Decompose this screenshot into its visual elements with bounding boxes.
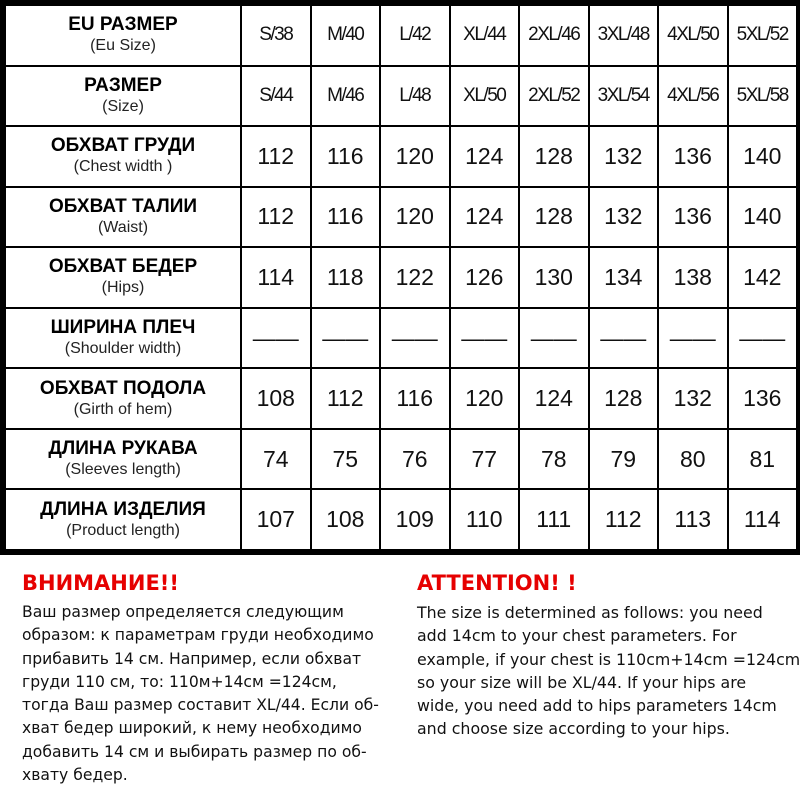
- size-code-cell: XL/50: [450, 66, 520, 127]
- size-code-cell: XL/44: [450, 5, 520, 66]
- measurement-cell: 112: [589, 489, 659, 550]
- row-label-en: (Shoulder width): [64, 340, 182, 357]
- notice-en-body: [417, 601, 800, 741]
- size-code-cell: S/38: [241, 5, 311, 66]
- measurement-cell: 134: [589, 247, 659, 308]
- row-label-cell: [5, 187, 241, 248]
- row-label-cell: [5, 66, 241, 127]
- measurement-cell: 130: [519, 247, 589, 308]
- notice-en-line: add 14cm to your chest parameters. For: [417, 626, 737, 646]
- size-code-cell: M/40: [311, 5, 381, 66]
- measurement-cell: 122: [380, 247, 450, 308]
- measurement-cell: 116: [380, 368, 450, 429]
- row-label-ru: ОБХВАТ ПОДОЛА: [39, 377, 207, 399]
- notice-en-line: The size is determined as follows: you need: [417, 603, 763, 622]
- notice-en-line: so your size will be XL/44. If your hips are: [417, 672, 747, 692]
- measurement-cell: ——: [658, 308, 728, 369]
- notice-ru-line: добавить 14 см и выбирать размер по об-: [22, 742, 367, 761]
- size-code-cell: 2XL/46: [519, 5, 589, 66]
- measurement-cell: 132: [589, 126, 659, 187]
- size-row: [5, 489, 797, 550]
- notice-ru-line: груди 110 см, то: 110м+14см =124см,: [22, 672, 337, 691]
- measurement-cell: 116: [311, 187, 381, 248]
- row-label-en: (Size): [102, 97, 144, 115]
- measurement-cell: 132: [589, 187, 659, 248]
- row-label-cell: [5, 126, 241, 187]
- measurement-cell: 79: [589, 429, 659, 490]
- size-code-cell: M/46: [311, 66, 381, 127]
- notice-en-title: ATTENTION! !: [417, 571, 577, 595]
- notice-ru-line: образом: к параметрам груди необходимо: [22, 626, 374, 645]
- measurement-cell: 136: [728, 368, 798, 429]
- notice-en-line: wide, you need add to hips parameters 14cm: [417, 696, 777, 716]
- measurement-cell: 136: [658, 187, 728, 248]
- measurement-cell: ——: [589, 308, 659, 369]
- row-label-en: (Chest width ): [73, 158, 173, 176]
- row-label-ru: РАЗМЕР: [84, 74, 162, 96]
- measurement-cell: ——: [450, 308, 520, 369]
- measurement-cell: 138: [658, 247, 728, 308]
- measurement-cell: 126: [450, 247, 520, 308]
- measurement-cell: 78: [519, 429, 589, 490]
- notice-ru-line: хвату бедер.: [22, 766, 128, 785]
- row-label-en: (Eu Size): [90, 37, 156, 55]
- measurement-cell: 114: [241, 247, 311, 308]
- size-code-cell: 5XL/52: [728, 5, 798, 66]
- measurement-cell: 112: [241, 187, 311, 248]
- row-label-cell: [5, 489, 241, 550]
- size-row: [5, 368, 797, 429]
- row-label-cell: [5, 368, 241, 429]
- measurement-cell: 109: [380, 489, 450, 550]
- size-row: [5, 308, 797, 369]
- row-label-ru: ДЛИНА ИЗДЕЛИЯ: [40, 498, 206, 520]
- size-code-cell: 4XL/56: [658, 66, 728, 127]
- measurement-cell: 108: [241, 368, 311, 429]
- row-label-cell: [5, 247, 241, 308]
- measurement-cell: 120: [380, 126, 450, 187]
- row-label-en: (Girth of hem): [73, 400, 173, 418]
- row-label-en: (Waist): [97, 218, 149, 236]
- size-code-cell: 3XL/48: [589, 5, 659, 66]
- size-code-cell: 4XL/50: [658, 5, 728, 66]
- notice-ru-line: Ваш размер определяется следующим: [22, 603, 344, 621]
- size-code-cell: 2XL/52: [519, 66, 589, 127]
- row-label-en: (Hips): [101, 279, 145, 297]
- measurement-cell: 81: [728, 429, 798, 490]
- measurement-cell: 128: [589, 368, 659, 429]
- size-code-cell: S/44: [241, 66, 311, 127]
- size-code-cell: L/42: [380, 5, 450, 66]
- size-row: [5, 247, 797, 308]
- measurement-cell: 132: [658, 368, 728, 429]
- measurement-cell: 112: [311, 368, 381, 429]
- notice-english: [417, 568, 800, 741]
- measurement-cell: 110: [450, 489, 520, 550]
- size-row: [5, 126, 797, 187]
- row-label-ru: ШИРИНА ПЛЕЧ: [50, 317, 196, 338]
- notice-ru-title: ВНИМАНИЕ!!: [22, 571, 179, 595]
- measurement-cell: 118: [311, 247, 381, 308]
- size-code-cell: 5XL/58: [728, 66, 798, 127]
- measurement-cell: 128: [519, 126, 589, 187]
- notice-russian: [22, 568, 407, 787]
- measurement-cell: ——: [728, 308, 798, 369]
- size-row: [5, 5, 797, 66]
- size-chart-table: [4, 4, 798, 551]
- measurement-cell: 74: [241, 429, 311, 490]
- measurement-cell: 76: [380, 429, 450, 490]
- size-row: [5, 429, 797, 490]
- measurement-cell: 116: [311, 126, 381, 187]
- measurement-cell: 124: [450, 187, 520, 248]
- measurement-cell: 120: [380, 187, 450, 248]
- notice-ru-line: прибавить 14 см. Например, если обхват: [22, 649, 362, 668]
- measurement-cell: 124: [450, 126, 520, 187]
- row-label-en: (Sleeves length): [65, 461, 181, 479]
- measurement-cell: 142: [728, 247, 798, 308]
- row-label-ru: ОБХВАТ ТАЛИИ: [48, 195, 198, 217]
- measurement-cell: 75: [311, 429, 381, 490]
- size-code-cell: L/48: [380, 66, 450, 127]
- measurement-cell: ——: [519, 308, 589, 369]
- measurement-cell: 80: [658, 429, 728, 490]
- measurement-cell: 112: [241, 126, 311, 187]
- row-label-cell: [5, 429, 241, 490]
- notice-ru-line: тогда Ваш размер составит XL/44. Если об-: [22, 696, 379, 715]
- measurement-cell: 113: [658, 489, 728, 550]
- row-label-ru: ДЛИНА РУКАВА: [48, 438, 198, 460]
- notice-ru-body: [22, 601, 407, 787]
- measurement-cell: ——: [241, 308, 311, 369]
- measurement-cell: 108: [311, 489, 381, 550]
- measurement-cell: 111: [519, 489, 589, 550]
- row-label-en: (Product length): [66, 521, 180, 539]
- notice-ru-line: хват бедер широкий, к нему необходимо: [22, 719, 362, 738]
- row-label-ru: ОБХВАТ БЕДЕР: [48, 256, 198, 278]
- measurement-cell: 124: [519, 368, 589, 429]
- notice-en-line: and choose size according to your hips.: [417, 719, 730, 739]
- measurement-cell: 120: [450, 368, 520, 429]
- notice-en-line: example, if your chest is 110cm+14cm =124cm: [417, 649, 800, 669]
- measurement-cell: 128: [519, 187, 589, 248]
- size-row: [5, 187, 797, 248]
- measurement-cell: 77: [450, 429, 520, 490]
- measurement-cell: ——: [311, 308, 381, 369]
- row-label-cell: [5, 308, 241, 369]
- measurement-cell: ——: [380, 308, 450, 369]
- measurement-cell: 136: [658, 126, 728, 187]
- row-label-cell: [5, 5, 241, 66]
- measurement-cell: 107: [241, 489, 311, 550]
- measurement-cell: 140: [728, 126, 798, 187]
- row-label-ru: ОБХВАТ ГРУДИ: [50, 135, 196, 157]
- size-row: [5, 66, 797, 127]
- size-code-cell: 3XL/54: [589, 66, 659, 127]
- measurement-cell: 140: [728, 187, 798, 248]
- measurement-cell: 114: [728, 489, 798, 550]
- row-label-ru: EU РАЗМЕР: [68, 14, 178, 36]
